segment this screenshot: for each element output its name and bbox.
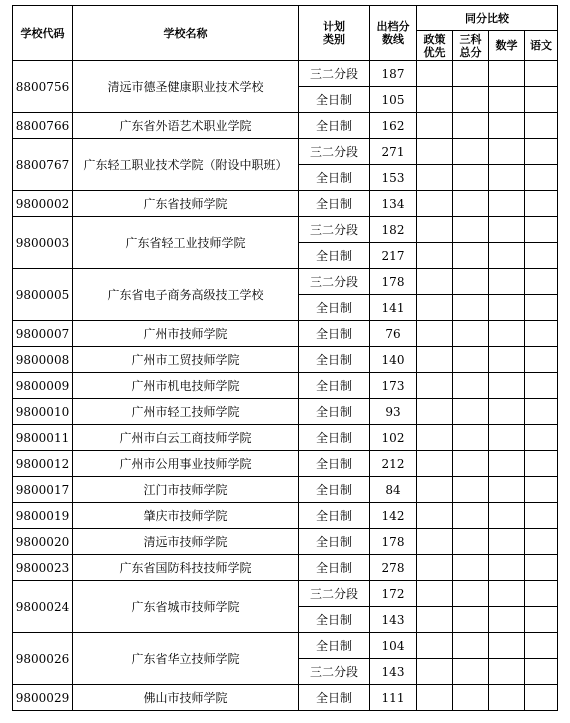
policy-priority-cell [417,529,453,555]
policy-priority-cell [417,191,453,217]
plan-type-cell: 全日制 [299,373,370,399]
plan-type-cell: 全日制 [299,295,370,321]
plan-type-cell: 全日制 [299,321,370,347]
score-line-cell: 178 [370,529,417,555]
score-line-cell: 102 [370,425,417,451]
table-row [13,477,558,503]
chinese-cell [525,217,558,243]
math-cell [489,113,525,139]
three-subject-total-cell [453,61,489,87]
three-subject-total-cell [453,633,489,659]
score-line-cell: 271 [370,139,417,165]
three-subject-total-cell [453,529,489,555]
school-code-cell: 8800767 [13,139,73,191]
school-code-cell: 9800019 [13,503,73,529]
header-math: 数学 [489,31,525,61]
admission-score-table-wrap [12,5,558,711]
chinese-cell [525,113,558,139]
school-name-cell: 广州市技师学院 [73,321,299,347]
score-line-cell: 84 [370,477,417,503]
score-line-cell: 76 [370,321,417,347]
school-name-cell: 广东省华立技师学院 [73,633,299,685]
chinese-cell [525,529,558,555]
plan-type-cell: 全日制 [299,347,370,373]
table-row [13,269,558,295]
three-subject-total-cell [453,373,489,399]
admission-score-table [12,5,558,711]
school-code-cell: 9800003 [13,217,73,269]
school-name-cell: 广州市机电技师学院 [73,373,299,399]
plan-type-cell: 全日制 [299,451,370,477]
policy-priority-cell [417,685,453,711]
chinese-cell [525,425,558,451]
math-cell [489,633,525,659]
school-code-cell: 8800756 [13,61,73,113]
three-subject-total-cell [453,217,489,243]
chinese-cell [525,269,558,295]
score-line-cell: 178 [370,269,417,295]
three-subject-total-cell [453,165,489,191]
header-score-line: 出档分 数线 [370,6,417,61]
math-cell [489,165,525,191]
score-line-cell: 278 [370,555,417,581]
plan-type-cell: 全日制 [299,87,370,113]
policy-priority-cell [417,87,453,113]
school-name-cell: 广东省技师学院 [73,191,299,217]
table-body [13,61,558,711]
header-three-subject-total: 三科 总分 [453,31,489,61]
math-cell [489,347,525,373]
school-code-cell: 9800007 [13,321,73,347]
three-subject-total-cell [453,425,489,451]
policy-priority-cell [417,295,453,321]
plan-type-cell: 全日制 [299,477,370,503]
header-school-name: 学校名称 [73,6,299,61]
score-line-cell: 134 [370,191,417,217]
chinese-cell [525,659,558,685]
table-row [13,399,558,425]
plan-type-cell: 三二分段 [299,61,370,87]
table-row [13,581,558,607]
three-subject-total-cell [453,477,489,503]
header-policy-priority: 政策 优先 [417,31,453,61]
school-name-cell: 清远市德圣健康职业技术学校 [73,61,299,113]
plan-type-cell: 全日制 [299,425,370,451]
policy-priority-cell [417,555,453,581]
score-line-cell: 172 [370,581,417,607]
math-cell [489,61,525,87]
policy-priority-cell [417,113,453,139]
school-code-cell: 9800005 [13,269,73,321]
score-line-cell: 142 [370,503,417,529]
chinese-cell [525,347,558,373]
score-line-cell: 104 [370,633,417,659]
policy-priority-cell [417,269,453,295]
school-name-cell: 广州市公用事业技师学院 [73,451,299,477]
three-subject-total-cell [453,243,489,269]
plan-type-cell: 全日制 [299,503,370,529]
school-name-cell: 广东省轻工业技师学院 [73,217,299,269]
school-code-cell: 9800029 [13,685,73,711]
school-code-cell: 9800024 [13,581,73,633]
school-code-cell: 9800017 [13,477,73,503]
chinese-cell [525,607,558,633]
school-code-cell: 9800010 [13,399,73,425]
table-row [13,217,558,243]
three-subject-total-cell [453,139,489,165]
table-row [13,373,558,399]
school-code-cell: 9800026 [13,633,73,685]
table-row [13,451,558,477]
math-cell [489,503,525,529]
three-subject-total-cell [453,347,489,373]
policy-priority-cell [417,139,453,165]
policy-priority-cell [417,503,453,529]
three-subject-total-cell [453,191,489,217]
school-name-cell: 广州市轻工技师学院 [73,399,299,425]
chinese-cell [525,191,558,217]
math-cell [489,217,525,243]
three-subject-total-cell [453,295,489,321]
school-name-cell: 清远市技师学院 [73,529,299,555]
math-cell [489,451,525,477]
school-code-cell: 9800020 [13,529,73,555]
policy-priority-cell [417,607,453,633]
three-subject-total-cell [453,113,489,139]
header-school-code: 学校代码 [13,6,73,61]
score-line-cell: 143 [370,607,417,633]
three-subject-total-cell [453,685,489,711]
plan-type-cell: 全日制 [299,529,370,555]
plan-type-cell: 三二分段 [299,659,370,685]
school-name-cell: 江门市技师学院 [73,477,299,503]
table-row [13,61,558,87]
school-name-cell: 广东省外语艺术职业学院 [73,113,299,139]
chinese-cell [525,61,558,87]
policy-priority-cell [417,399,453,425]
policy-priority-cell [417,321,453,347]
chinese-cell [525,451,558,477]
chinese-cell [525,399,558,425]
score-line-cell: 212 [370,451,417,477]
score-line-cell: 182 [370,217,417,243]
math-cell [489,581,525,607]
policy-priority-cell [417,61,453,87]
three-subject-total-cell [453,399,489,425]
math-cell [489,555,525,581]
chinese-cell [525,139,558,165]
school-name-cell: 广东省电子商务高级技工学校 [73,269,299,321]
plan-type-cell: 全日制 [299,243,370,269]
score-line-cell: 105 [370,87,417,113]
school-code-cell: 9800008 [13,347,73,373]
score-line-cell: 93 [370,399,417,425]
score-line-cell: 140 [370,347,417,373]
school-code-cell: 9800002 [13,191,73,217]
policy-priority-cell [417,373,453,399]
chinese-cell [525,321,558,347]
chinese-cell [525,243,558,269]
header-chinese: 语文 [525,31,558,61]
math-cell [489,607,525,633]
math-cell [489,529,525,555]
chinese-cell [525,477,558,503]
plan-type-cell: 全日制 [299,399,370,425]
score-line-cell: 173 [370,373,417,399]
plan-type-cell: 全日制 [299,555,370,581]
score-line-cell: 217 [370,243,417,269]
math-cell [489,139,525,165]
chinese-cell [525,685,558,711]
three-subject-total-cell [453,321,489,347]
chinese-cell [525,503,558,529]
score-line-cell: 153 [370,165,417,191]
three-subject-total-cell [453,87,489,113]
table-row [13,425,558,451]
math-cell [489,295,525,321]
table-row [13,685,558,711]
chinese-cell [525,87,558,113]
table-row [13,113,558,139]
three-subject-total-cell [453,451,489,477]
chinese-cell [525,295,558,321]
plan-type-cell: 全日制 [299,685,370,711]
math-cell [489,191,525,217]
policy-priority-cell [417,633,453,659]
school-code-cell: 8800766 [13,113,73,139]
chinese-cell [525,555,558,581]
math-cell [489,659,525,685]
plan-type-cell: 全日制 [299,113,370,139]
plan-type-cell: 全日制 [299,165,370,191]
table-row [13,321,558,347]
school-name-cell: 广州市工贸技师学院 [73,347,299,373]
table-row [13,191,558,217]
math-cell [489,399,525,425]
table-row [13,139,558,165]
math-cell [489,425,525,451]
plan-type-cell: 全日制 [299,191,370,217]
table-row [13,633,558,659]
math-cell [489,321,525,347]
school-code-cell: 9800011 [13,425,73,451]
three-subject-total-cell [453,269,489,295]
school-name-cell: 广东轻工职业技术学院（附设中职班） [73,139,299,191]
math-cell [489,477,525,503]
policy-priority-cell [417,347,453,373]
three-subject-total-cell [453,555,489,581]
policy-priority-cell [417,217,453,243]
chinese-cell [525,633,558,659]
math-cell [489,243,525,269]
policy-priority-cell [417,243,453,269]
school-name-cell: 广州市白云工商技师学院 [73,425,299,451]
three-subject-total-cell [453,503,489,529]
header-plan-type: 计划 类别 [299,6,370,61]
chinese-cell [525,581,558,607]
three-subject-total-cell [453,581,489,607]
school-name-cell: 广东省国防科技技师学院 [73,555,299,581]
score-line-cell: 143 [370,659,417,685]
plan-type-cell: 全日制 [299,607,370,633]
school-name-cell: 肇庆市技师学院 [73,503,299,529]
plan-type-cell: 三二分段 [299,581,370,607]
plan-type-cell: 三二分段 [299,217,370,243]
table-row [13,555,558,581]
math-cell [489,269,525,295]
score-line-cell: 162 [370,113,417,139]
chinese-cell [525,373,558,399]
score-line-cell: 141 [370,295,417,321]
policy-priority-cell [417,659,453,685]
school-code-cell: 9800023 [13,555,73,581]
header-tie-compare: 同分比较 [417,6,558,31]
math-cell [489,87,525,113]
table-row [13,347,558,373]
school-name-cell: 广东省城市技师学院 [73,581,299,633]
math-cell [489,685,525,711]
plan-type-cell: 全日制 [299,633,370,659]
chinese-cell [525,165,558,191]
three-subject-total-cell [453,607,489,633]
plan-type-cell: 三二分段 [299,269,370,295]
school-code-cell: 9800009 [13,373,73,399]
school-code-cell: 9800012 [13,451,73,477]
score-line-cell: 111 [370,685,417,711]
score-line-cell: 187 [370,61,417,87]
math-cell [489,373,525,399]
policy-priority-cell [417,477,453,503]
policy-priority-cell [417,165,453,191]
three-subject-total-cell [453,659,489,685]
policy-priority-cell [417,581,453,607]
plan-type-cell: 三二分段 [299,139,370,165]
policy-priority-cell [417,425,453,451]
policy-priority-cell [417,451,453,477]
table-row [13,503,558,529]
school-name-cell: 佛山市技师学院 [73,685,299,711]
table-row [13,529,558,555]
